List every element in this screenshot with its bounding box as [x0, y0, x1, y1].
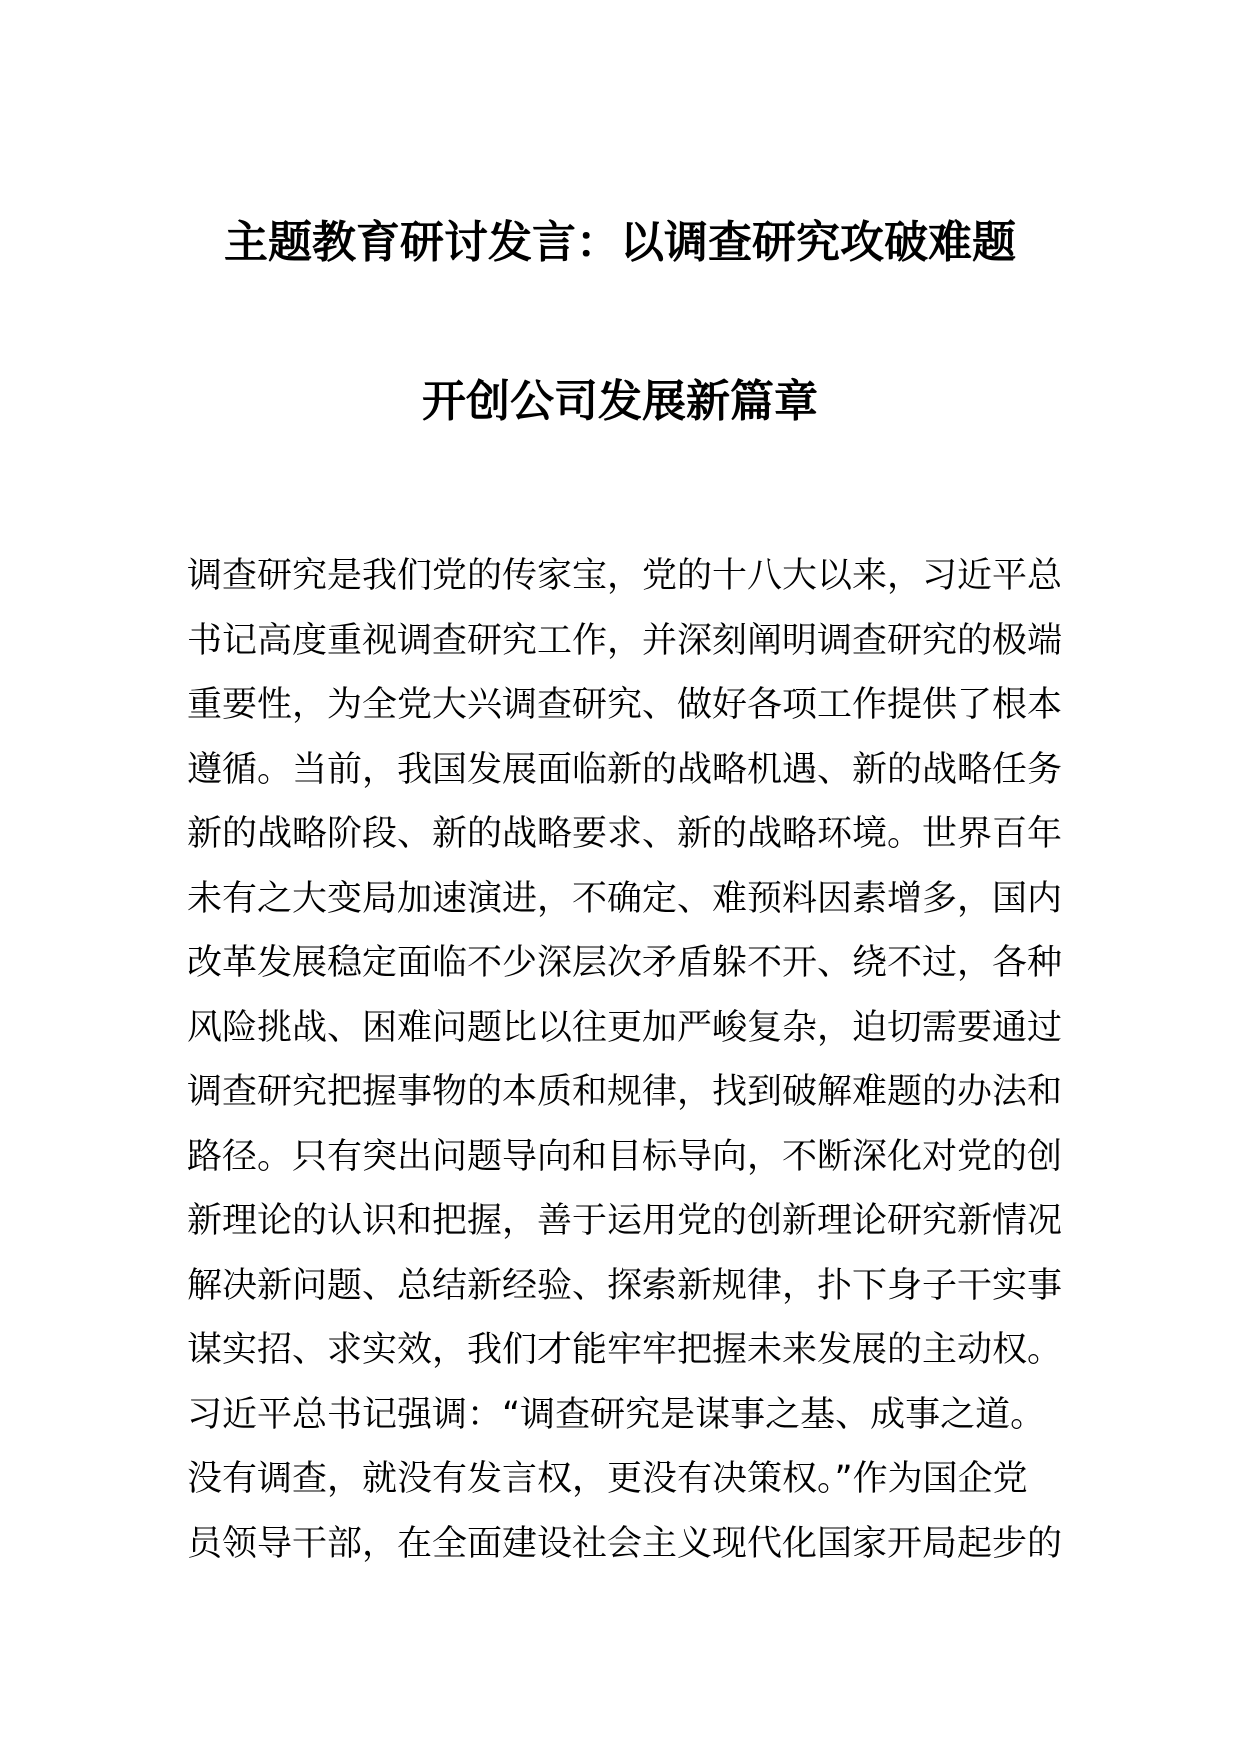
body-line: 员领导干部，在全面建设社会主义现代化国家开局起步的 — [187, 1523, 1063, 1564]
body-line: 风险挑战、困难问题比以往更加严峻复杂，迫切需要通过 — [187, 1007, 1063, 1048]
body-line: 新理论的认识和把握，善于运用党的创新理论研究新情况 — [187, 1201, 1063, 1241]
document-title-line-2: 开创公司发展新篇章 — [422, 376, 818, 427]
body-line: 书记高度重视调查研究工作，并深刻阐明调查研究的极端 — [187, 620, 1063, 661]
body-line: 路径。只有突出问题导向和目标导向，不断深化对党的创 — [187, 1136, 1063, 1177]
body-line: 调查研究是我们党的传家宝，党的十八大以来，习近平总 — [187, 556, 1063, 596]
body-line: 重要性，为全党大兴调查研究、做好各项工作提供了根本 — [187, 685, 1063, 725]
body-line: 遵循。当前，我国发展面临新的战略机遇、新的战略任务 — [187, 749, 1063, 790]
document-title-line-1: 主题教育研讨发言：以调查研究攻破难题 — [224, 217, 1016, 268]
body-line: 没有调查，就没有发言权，更没有决策权。”作为国企党 — [187, 1459, 1028, 1499]
body-line: 习近平总书记强调：“调查研究是谋事之基、成事之道。 — [187, 1394, 1046, 1435]
body-line: 未有之大变局加速演进，不确定、难预料因素增多，国内 — [187, 878, 1063, 919]
body-line: 新的战略阶段、新的战略要求、新的战略环境。世界百年 — [187, 814, 1063, 854]
document-body — [187, 544, 1063, 1576]
body-line: 调查研究把握事物的本质和规律，找到破解难题的办法和 — [187, 1072, 1063, 1112]
body-line: 解决新问题、总结新经验、探索新规律，扑下身子干实事 — [187, 1265, 1063, 1306]
body-line: 谋实招、求实效，我们才能牢牢把握未来发展的主动权。 — [187, 1330, 1063, 1370]
body-line: 改革发展稳定面临不少深层次矛盾躲不开、绕不过，各种 — [187, 943, 1063, 983]
